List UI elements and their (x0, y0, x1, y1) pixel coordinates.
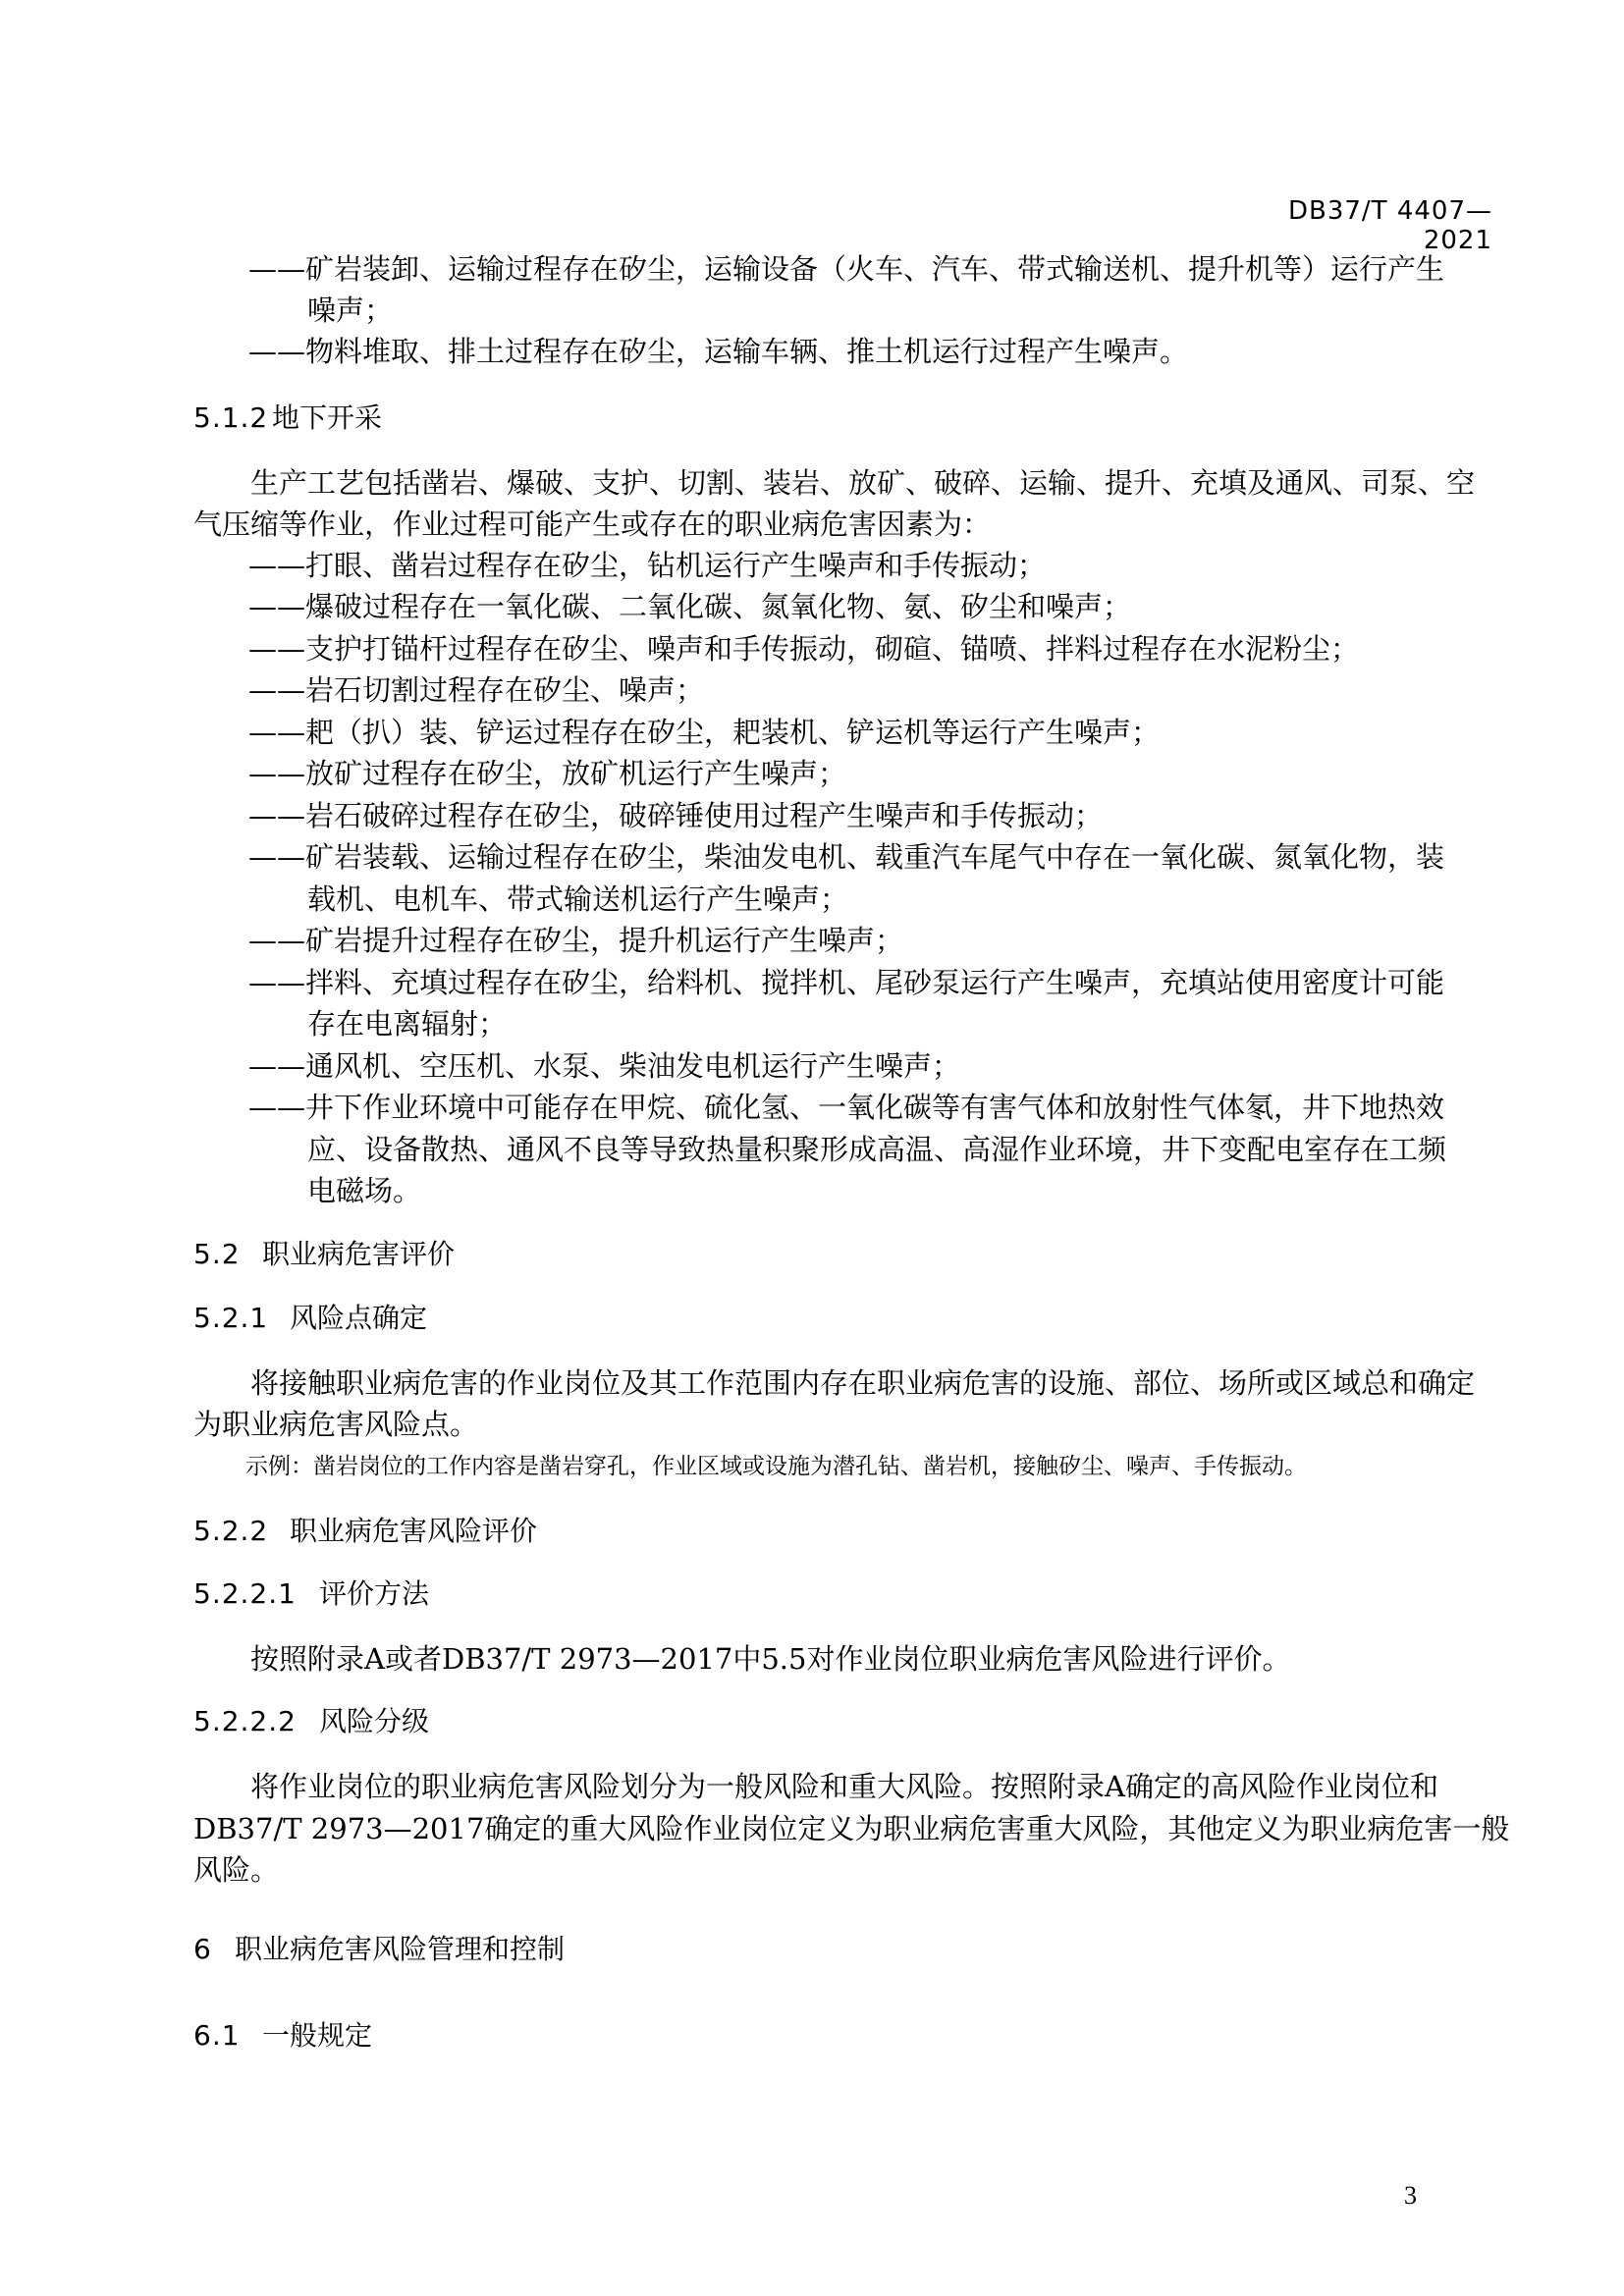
section-title: 职业病危害风险评价 (290, 1515, 538, 1547)
list-item-continuation: 电磁场。 (307, 1174, 422, 1207)
paragraph-line: 按照附录A或者DB37/T 2973—2017中5.5对作业岗位职业病危害风险进行评价。 (250, 1642, 1291, 1676)
example-label: 示例： (245, 1454, 313, 1479)
list-item: ——岩石切割过程存在矽尘、噪声； (248, 673, 705, 707)
list-item: ——打眼、凿岩过程存在矽尘，钻机运行产生噪声和手传振动； (248, 549, 1047, 582)
section-title: 地下开采 (272, 401, 383, 434)
section-number: 5.2.2 (193, 1515, 269, 1547)
section-number: 5.2 (193, 1238, 241, 1270)
paragraph-line: 气压缩等作业，作业过程可能产生或存在的职业病危害因素为： (193, 507, 992, 541)
list-item: ——通风机、空压机、水泵、柴油发电机运行产生噪声； (248, 1049, 961, 1083)
section-heading-5-2 (193, 1239, 455, 1270)
list-item-continuation: 噪声； (307, 294, 394, 327)
standard-code: DB37/T 4407—2021 (1287, 196, 1492, 255)
section-heading-5-2-1 (193, 1303, 427, 1334)
list-item: ——矿岩装载、运输过程存在矽尘，柴油发电机、载重汽车尾气中存在一氧化碳、氮氧化物，装 (248, 840, 1445, 874)
paragraph-line: 风险。 (193, 1853, 280, 1887)
section-title: 一般规定 (262, 2019, 373, 2052)
list-item: ——拌料、充填过程存在矽尘，给料机、搅拌机、尾砂泵运行产生噪声，充填站使用密度计可能 (248, 966, 1445, 999)
section-number: 6 (193, 1933, 212, 1965)
section-number: 5.1.2 (193, 401, 269, 434)
paragraph-line: 为职业病危害风险点。 (193, 1408, 479, 1441)
section-heading-6 (193, 1934, 565, 1965)
section-number: 6.1 (193, 2019, 241, 2052)
paragraph-line: DB37/T 2973—2017确定的重大风险作业岗位定义为职业病危害重大风险，其他定义为职业病危害一般 (193, 1812, 1510, 1845)
list-item: ——岩石破碎过程存在矽尘，破碎锤使用过程产生噪声和手传振动； (248, 799, 1104, 832)
section-title: 评价方法 (319, 1577, 430, 1610)
list-item: ——矿岩提升过程存在矽尘，提升机运行产生噪声； (248, 924, 904, 957)
list-item-continuation: 应、设备散热、通风不良等导致热量积聚形成高温、高湿作业环境，井下变配电室存在工频 (307, 1133, 1447, 1166)
list-item: ——爆破过程存在一氧化碳、二氧化碳、氮氧化物、氨、矽尘和噪声； (248, 590, 1132, 623)
section-number: 5.2.2.1 (193, 1577, 297, 1610)
list-item: ——井下作业环境中可能存在甲烷、硫化氢、一氧化碳等有害气体和放射性气体氡，井下地热效 (248, 1091, 1445, 1124)
example-note (245, 1453, 1307, 1480)
section-title: 风险分级 (319, 1705, 430, 1737)
section-heading-6-1 (193, 2020, 372, 2052)
list-item-continuation: 存在电离辐射； (307, 1007, 508, 1041)
section-number: 5.2.2.2 (193, 1705, 297, 1737)
section-heading-5-2-2 (193, 1516, 537, 1547)
list-item: ——矿岩装卸、运输过程存在矽尘，运输设备（火车、汽车、带式输送机、提升机等）运行产生 (248, 252, 1445, 286)
paragraph-line: 将作业岗位的职业病危害风险划分为一般风险和重大风险。按照附录A确定的高风险作业岗位和 (250, 1770, 1438, 1803)
section-heading-5-2-2-2 (193, 1706, 429, 1737)
section-title: 风险点确定 (290, 1302, 428, 1334)
example-text: 凿岩岗位的工作内容是凿岩穿孔，作业区域或设施为潜孔钻、凿岩机，接触矽尘、噪声、手传振动。 (313, 1454, 1307, 1479)
list-item: ——放矿过程存在矽尘，放矿机运行产生噪声； (248, 757, 847, 790)
section-heading-5-2-2-1 (193, 1578, 429, 1610)
paragraph-line: 将接触职业病危害的作业岗位及其工作范围内存在职业病危害的设施、部位、场所或区域总和确定 (250, 1366, 1476, 1400)
section-number: 5.2.1 (193, 1302, 269, 1334)
page-number: 3 (1404, 2181, 1417, 2210)
list-item: ——支护打锚杆过程存在矽尘、噪声和手传振动，砌碹、锚喷、拌料过程存在水泥粉尘； (248, 632, 1360, 666)
list-item: ——物料堆取、排土过程存在矽尘，运输车辆、推土机运行过程产生噪声。 (248, 335, 1189, 368)
list-item-continuation: 载机、电机车、带式输送机运行产生噪声； (307, 882, 849, 916)
section-title: 职业病危害风险管理和控制 (235, 1933, 566, 1965)
section-title: 职业病危害评价 (262, 1238, 456, 1270)
list-item: ——耙（扒）装、铲运过程存在矽尘，耙装机、铲运机等运行产生噪声； (248, 716, 1161, 749)
paragraph-line: 生产工艺包括凿岩、爆破、支护、切割、装岩、放矿、破碎、运输、提升、充填及通风、司泵、空 (250, 466, 1476, 500)
section-heading-5-1-2 (193, 402, 382, 434)
